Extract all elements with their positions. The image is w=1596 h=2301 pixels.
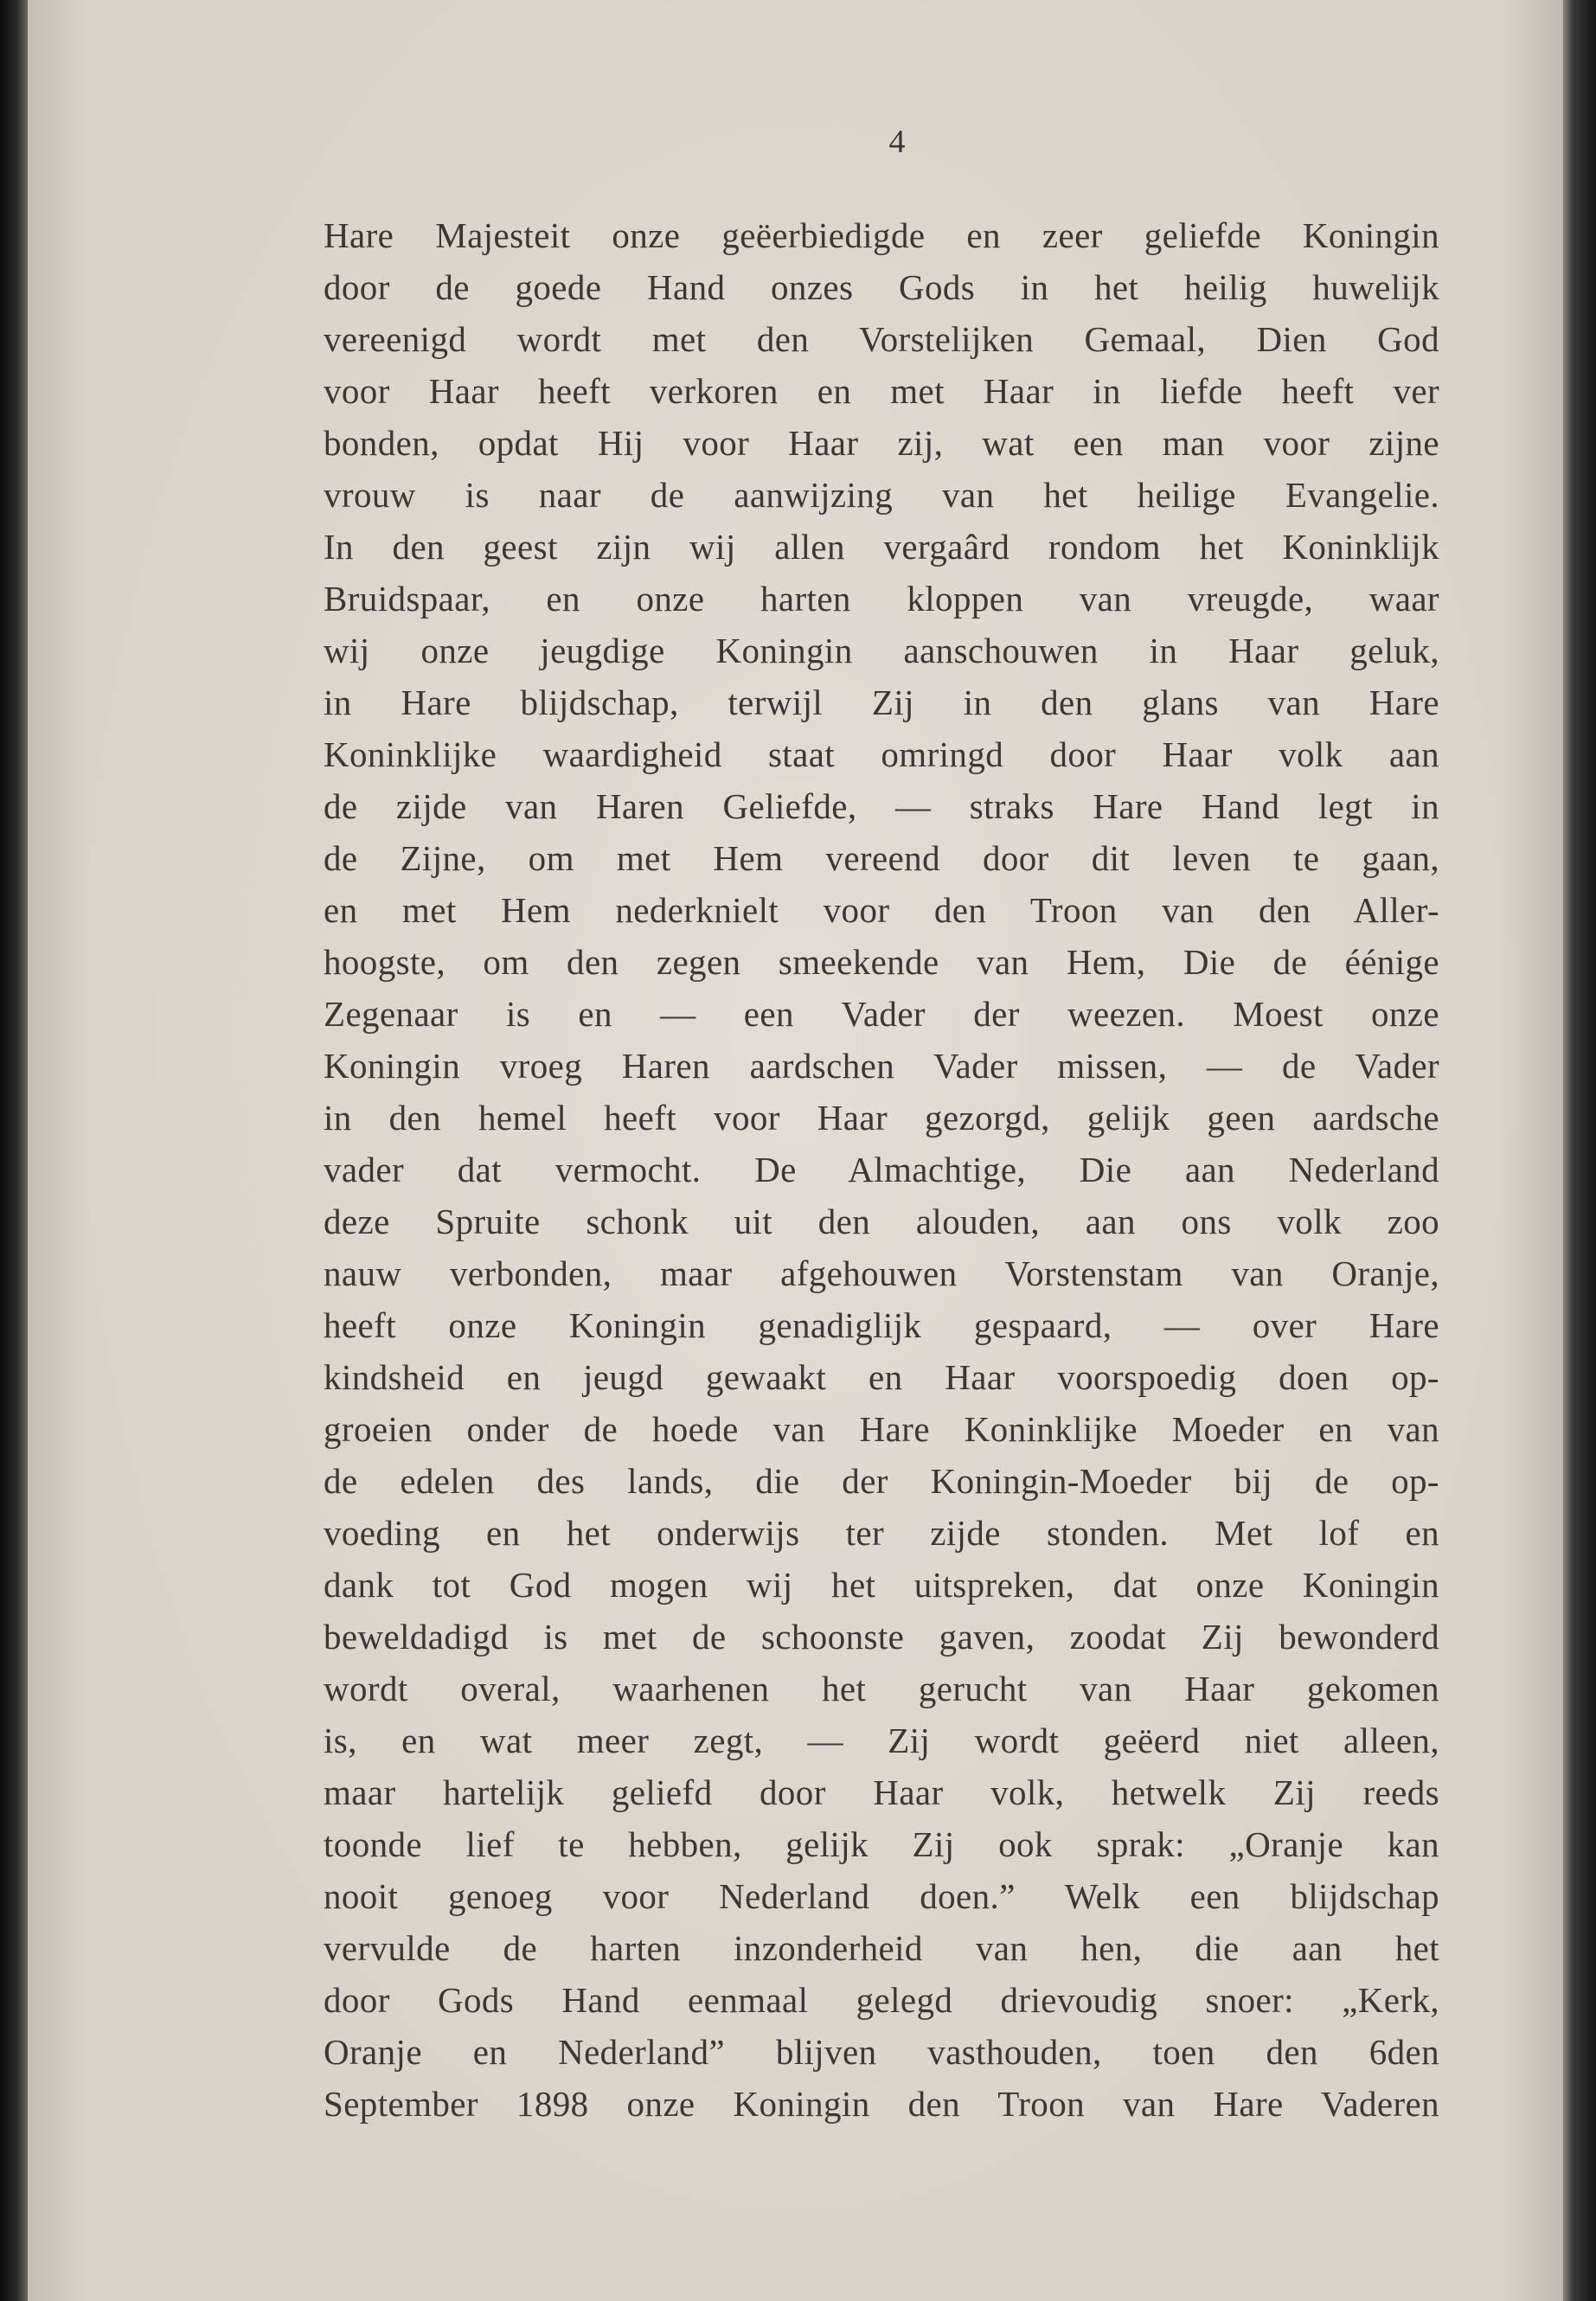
text-line: wij onze jeugdige Koningin aanschouwen in Haar geluk,: [324, 631, 1439, 670]
text-line: deze Spruite schonk uit den alouden, aan ons volk zoo: [324, 1202, 1439, 1241]
text-line: door de goede Hand onzes Gods in het heilig huwelijk: [324, 267, 1439, 307]
text-line: in den hemel heeft voor Haar gezorgd, gelijk geen aardsche: [324, 1098, 1439, 1138]
text-line: Zegenaar is en — een Vader der weezen. Moest onze: [324, 994, 1439, 1034]
text-line: Koninklijke waardigheid staat omringd door Haar volk aan: [324, 734, 1439, 774]
text-line: kindsheid en jeugd gewaakt en Haar voorspoedig doen op-: [324, 1357, 1439, 1397]
text-line: is, en wat meer zegt, — Zij wordt geëerd niet alleen,: [324, 1721, 1439, 1760]
text-line: vader dat vermocht. De Almachtige, Die aan Nederland: [324, 1150, 1439, 1189]
text-line: nooit genoeg voor Nederland doen.” Welk een blijdschap: [324, 1876, 1439, 1916]
text-line: In den geest zijn wij allen vergaârd rondom het Koninklijk: [324, 527, 1439, 567]
text-line: maar hartelijk geliefd door Haar volk, hetwelk Zij reeds: [324, 1772, 1439, 1812]
text-line: nauw verbonden, maar afgehouwen Vorstenstam van Oranje,: [324, 1253, 1439, 1293]
text-line: Oranje en Nederland” blijven vasthouden, toen den 6den: [324, 2032, 1439, 2072]
text-line: de edelen des lands, die der Koningin-Moeder bij de op-: [324, 1461, 1439, 1501]
text-line: beweldadigd is met de schoonste gaven, zoodat Zij bewonderd: [324, 1617, 1439, 1657]
text-line: de Zijne, om met Hem vereend door dit leven te gaan,: [324, 838, 1439, 878]
text-line: en met Hem nederknielt voor den Troon van den Aller-: [324, 890, 1439, 930]
text-line: de zijde van Haren Geliefde, — straks Hare Hand legt in: [324, 786, 1439, 826]
body-text: [324, 209, 1439, 2130]
text-line: toonde lief te hebben, gelijk Zij ook sprak: „Oranje kan: [324, 1824, 1439, 1864]
text-line: Koningin vroeg Haren aardschen Vader missen, — de Vader: [324, 1046, 1439, 1086]
text-line: wordt overal, waarhenen het gerucht van Haar gekomen: [324, 1669, 1439, 1708]
scan-border-right: [1563, 0, 1596, 2301]
text-line: vereenigd wordt met den Vorstelijken Gemaal, Dien God: [324, 319, 1439, 359]
text-line: hoogste, om den zegen smeekende van Hem, Die de éénige: [324, 942, 1439, 982]
scan-border-left: [0, 0, 28, 2301]
text-line: dank tot God mogen wij het uitspreken, dat onze Koningin: [324, 1565, 1439, 1605]
text-line: vervulde de harten inzonderheid van hen, die aan het: [324, 1928, 1439, 1968]
text-line: vrouw is naar de aanwijzing van het heilige Evangelie.: [324, 475, 1439, 515]
text-line: door Gods Hand eenmaal gelegd drievoudig snoer: „Kerk,: [324, 1980, 1439, 2020]
book-page: [28, 0, 1563, 2301]
page-number: 4: [888, 124, 906, 160]
text-line: September 1898 onze Koningin den Troon van Hare Vaderen: [324, 2084, 1439, 2124]
text-line: heeft onze Koningin genadiglijk gespaard, — over Hare: [324, 1305, 1439, 1345]
text-line: in Hare blijdschap, terwijl Zij in den glans van Hare: [324, 683, 1439, 722]
text-line: voeding en het onderwijs ter zijde stonden. Met lof en: [324, 1513, 1439, 1553]
text-line: Hare Majesteit onze geëerbiedigde en zeer geliefde Koningin: [324, 215, 1439, 255]
text-line: groeien onder de hoede van Hare Koninklijke Moeder en van: [324, 1409, 1439, 1449]
text-line: bonden, opdat Hij voor Haar zij, wat een man voor zijne: [324, 423, 1439, 463]
text-line: Bruidspaar, en onze harten kloppen van vreugde, waar: [324, 579, 1439, 619]
text-line: voor Haar heeft verkoren en met Haar in liefde heeft ver: [324, 371, 1439, 411]
